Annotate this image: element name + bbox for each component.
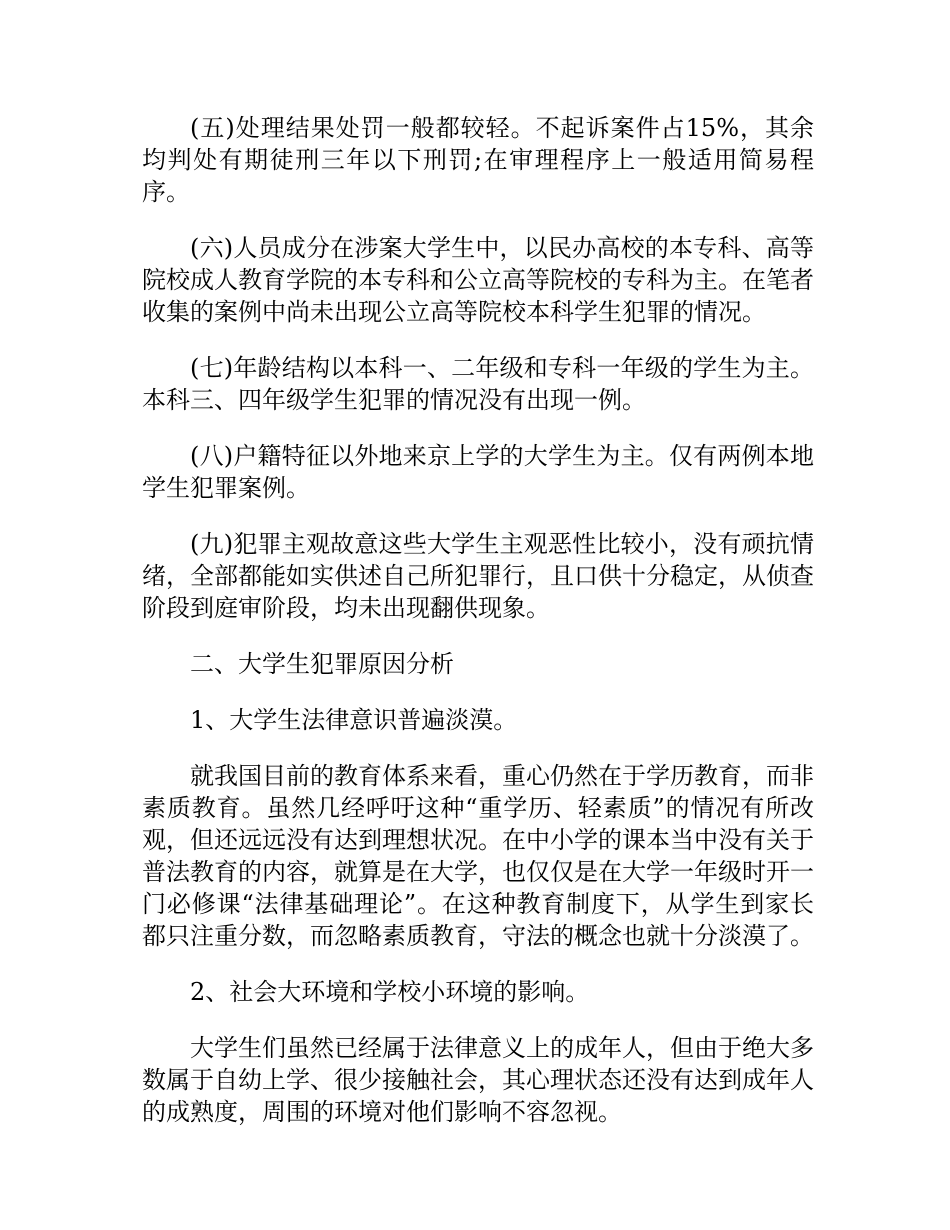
section-heading-causes: 二、大学生犯罪原因分析 xyxy=(190,650,454,678)
paragraph-eight: (八)户籍特征以外地来京上学的大学生为主。仅有两例本地学生犯罪案例。 xyxy=(142,442,814,502)
subheading-legal-awareness: 1、大学生法律意识普遍淡漠。 xyxy=(190,706,518,734)
subheading-environment: 2、社会大环境和学校小环境的影响。 xyxy=(190,978,590,1006)
paragraph-six: (六)人员成分在涉案大学生中，以民办高校的本专科、高等院校成人教育学院的本专科和公立高等院校的专科为主。在笔者收集的案例中尚未出现公立高等院校本科学生犯罪的情况。 xyxy=(142,234,814,326)
paragraph-five: (五)处理结果处罚一般都较轻。不起诉案件占15%，其余均判处有期徒刑三年以下刑罚;在审理程序上一般适用简易程序。 xyxy=(142,114,814,206)
paragraph-nine: (九)犯罪主观故意这些大学生主观恶性比较小，没有顽抗情绪，全部都能如实供述自己所犯罪行，且口供十分稳定，从侦查阶段到庭审阶段，均未出现翻供现象。 xyxy=(142,530,814,622)
document-page xyxy=(142,112,814,1152)
paragraph-environment-impact: 大学生们虽然已经属于法律意义上的成年人，但由于绝大多数属于自幼上学、很少接触社会，其心理状态还没有达到成年人的成熟度，周围的环境对他们影响不容忽视。 xyxy=(142,1034,814,1126)
paragraph-seven: (七)年龄结构以本科一、二年级和专科一年级的学生为主。本科三、四年级学生犯罪的情况没有出现一例。 xyxy=(142,354,814,414)
paragraph-education-system: 就我国目前的教育体系来看，重心仍然在于学历教育，而非素质教育。虽然几经呼吁这种“重学历、轻素质”的情况有所改观，但还远远没有达到理想状况。在中小学的课本当中没有关于普法教育的内容，就算是在大学，也仅仅是在大学一年级时开一门必修课“法律基础理论”。在这种教育制度下，从学生到家长都只注重分数，而忽略素质教育，守法的概念也就十分淡漠了。 xyxy=(142,762,814,950)
